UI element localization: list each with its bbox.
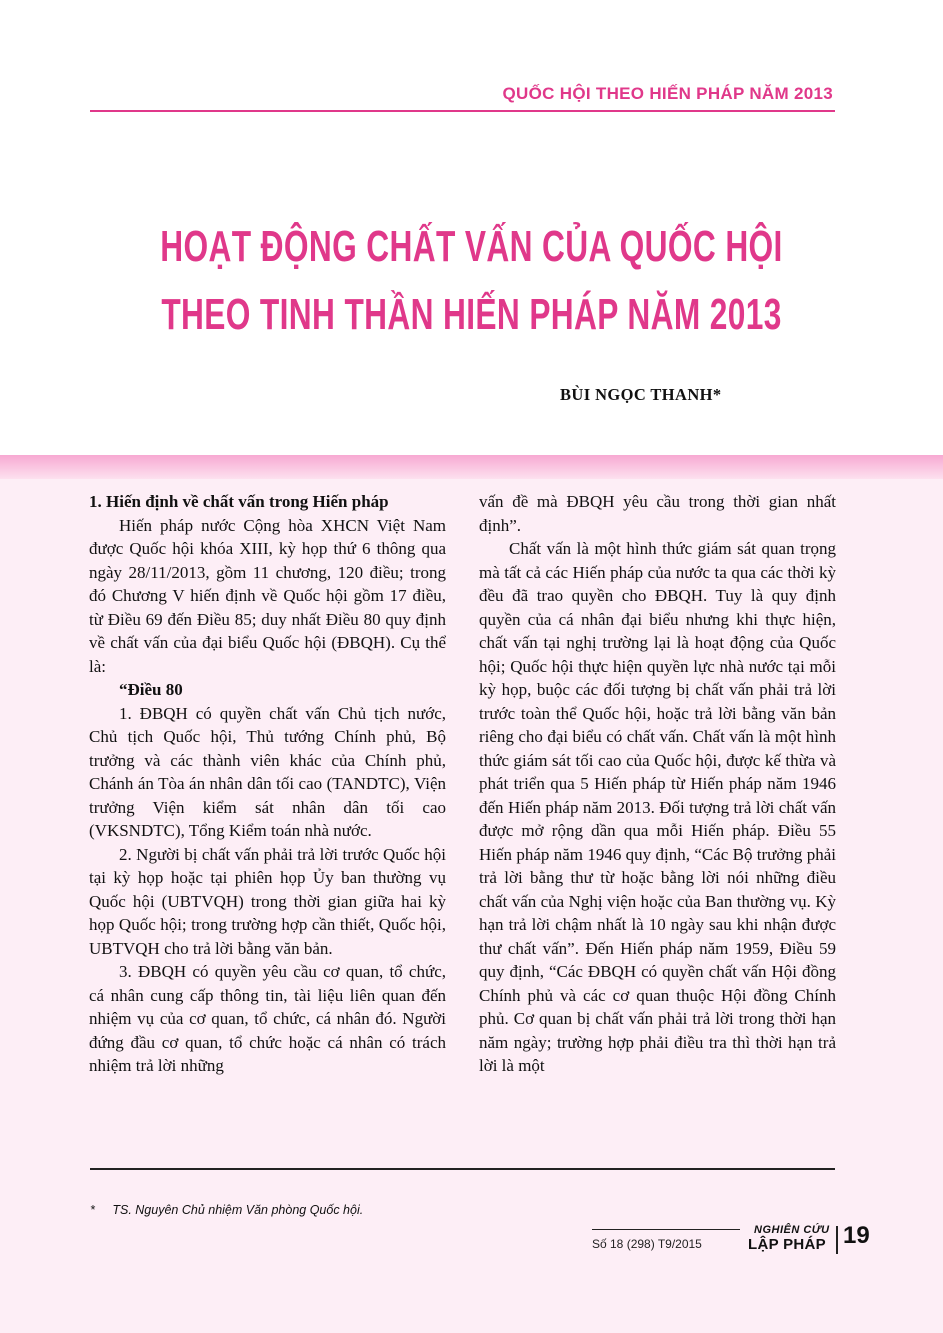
paragraph: 1. ĐBQH có quyền chất vấn Chủ tịch nước, Chủ tịch Quốc hội, Thủ tướng Chính phủ, Bộ trưởng và các thành viên khác của Chính phủ, Chánh án Tòa án nhân dân tối cao (TANDTC), Viện trưởng Viện kiểm sát nhân dân tối cao (VKSNDTC), Tổng Kiểm toán nhà nước.	[89, 703, 446, 840]
paragraph: Hiến pháp nước Cộng hòa XHCN Việt Nam được Quốc hội khóa XIII, kỳ họp thứ 6 thông qua ngày 28/11/2013, gồm 11 chương, 120 điều; trong đó Chương V hiến định về Quốc hội gồm 17 điều, từ Điều 69 đến Điều 85; duy nhất Điều 80 quy định về chất vấn của đại biểu Quốc hội (ĐBQH). Cụ thể là:	[89, 515, 446, 676]
column-right	[479, 490, 836, 1078]
article-label: “Điều 80	[119, 680, 183, 699]
author: BÙI NGỌC THANH*	[560, 385, 722, 404]
footnote-text: TS. Nguyên Chủ nhiệm Văn phòng Quốc hội.	[112, 1203, 364, 1217]
paragraph: 3. ĐBQH có quyền yêu cầu cơ quan, tổ chức, cá nhân cung cấp thông tin, tài liệu liên quan đến nhiệm vụ của cơ quan, tổ chức, cá nhân đó. Người đứng đầu cơ quan, tổ chức hoặc cá nhân có trách nhiệm trả lời những	[89, 962, 446, 1075]
paragraph: 2. Người bị chất vấn phải trả lời trước Quốc hội tại kỳ họp hoặc tại phiên họp Ủy ban thường vụ Quốc hội (UBTVQH) trong thời gian giữa hai kỳ họp Quốc hội; trong trường hợp cần thiết, Quốc hội, UBTVQH cho trả lời bằng văn bản.	[89, 844, 446, 958]
issue-info: Số 18 (298) T9/2015	[592, 1237, 702, 1251]
footnote-rule	[90, 1168, 835, 1170]
brand-divider	[836, 1226, 838, 1254]
footer-line	[592, 1229, 740, 1230]
paragraph: Chất vấn là một hình thức giám sát quan trọng mà tất cả các Hiến pháp của nước ta qua các thời kỳ đều đã trao quyền cho ĐBQH. Tuy là quy định quyền của cá nhân đại biểu nhưng khi thực hiện, chất vấn tại nghị trường lại là hoạt động của Quốc hội; Quốc hội thực hiện quyền lực nhà nước tại mỗi kỳ họp, buộc các đối tượng bị chất vấn phải trả lời trước toàn thể Quốc hội, hoặc trả lời bằng văn bản riêng cho đại biểu có chất vấn. Chất vấn là một hình thức giám sát tối cao của Quốc hội, được kế thừa và phát triển qua 5 Hiến pháp từ Hiến pháp năm 1946 đến Hiến pháp năm 2013. Đối tượng trả lời chất vấn được mở rộng dần qua mỗi Hiến pháp. Điều 55 Hiến pháp năm 1946 quy định, “Các Bộ trưởng phải trả lời bằng thư từ hoặc bằng lời nói những điều chất vấn của Nghị viện hoặc của Ban thường vụ. Kỳ hạn trả lời chậm nhất là 10 ngày sau khi nhận được thư chất vấn”. Đến Hiến pháp năm 1959, Điều 59 quy định, “Các ĐBQH có quyền chất vấn Hội đồng Chính phủ và các cơ quan thuộc Hội đồng Chính phủ. Cơ quan bị chất vấn phải trả lời trong thời hạn năm ngày; trường hợp phải điều tra thì thời hạn trả lời là một	[479, 539, 836, 1075]
paragraph: vấn đề mà ĐBQH yêu cầu trong thời gian nhất định”.	[479, 492, 836, 535]
column-left	[89, 490, 446, 1078]
journal-brand-bottom: LẬP PHÁP	[748, 1236, 826, 1253]
page-number: 19	[843, 1222, 870, 1249]
footnote	[90, 1203, 363, 1217]
article-title-line-1: HOẠT ĐỘNG CHẤT VẤN CỦA QUỐC HỘI	[160, 222, 783, 271]
journal-brand-top: NGHIÊN CỨU	[754, 1224, 830, 1236]
pink-band	[0, 455, 943, 479]
section-kicker: QUỐC HỘI THEO HIẾN PHÁP NĂM 2013	[502, 84, 833, 103]
kicker-rule	[90, 110, 835, 112]
article-title-line-2: THEO TINH THẦN HIẾN PHÁP NĂM 2013	[161, 290, 782, 339]
footnote-marker: *	[90, 1203, 95, 1217]
section-heading: 1. Hiến định về chất vấn trong Hiến pháp	[89, 492, 389, 511]
